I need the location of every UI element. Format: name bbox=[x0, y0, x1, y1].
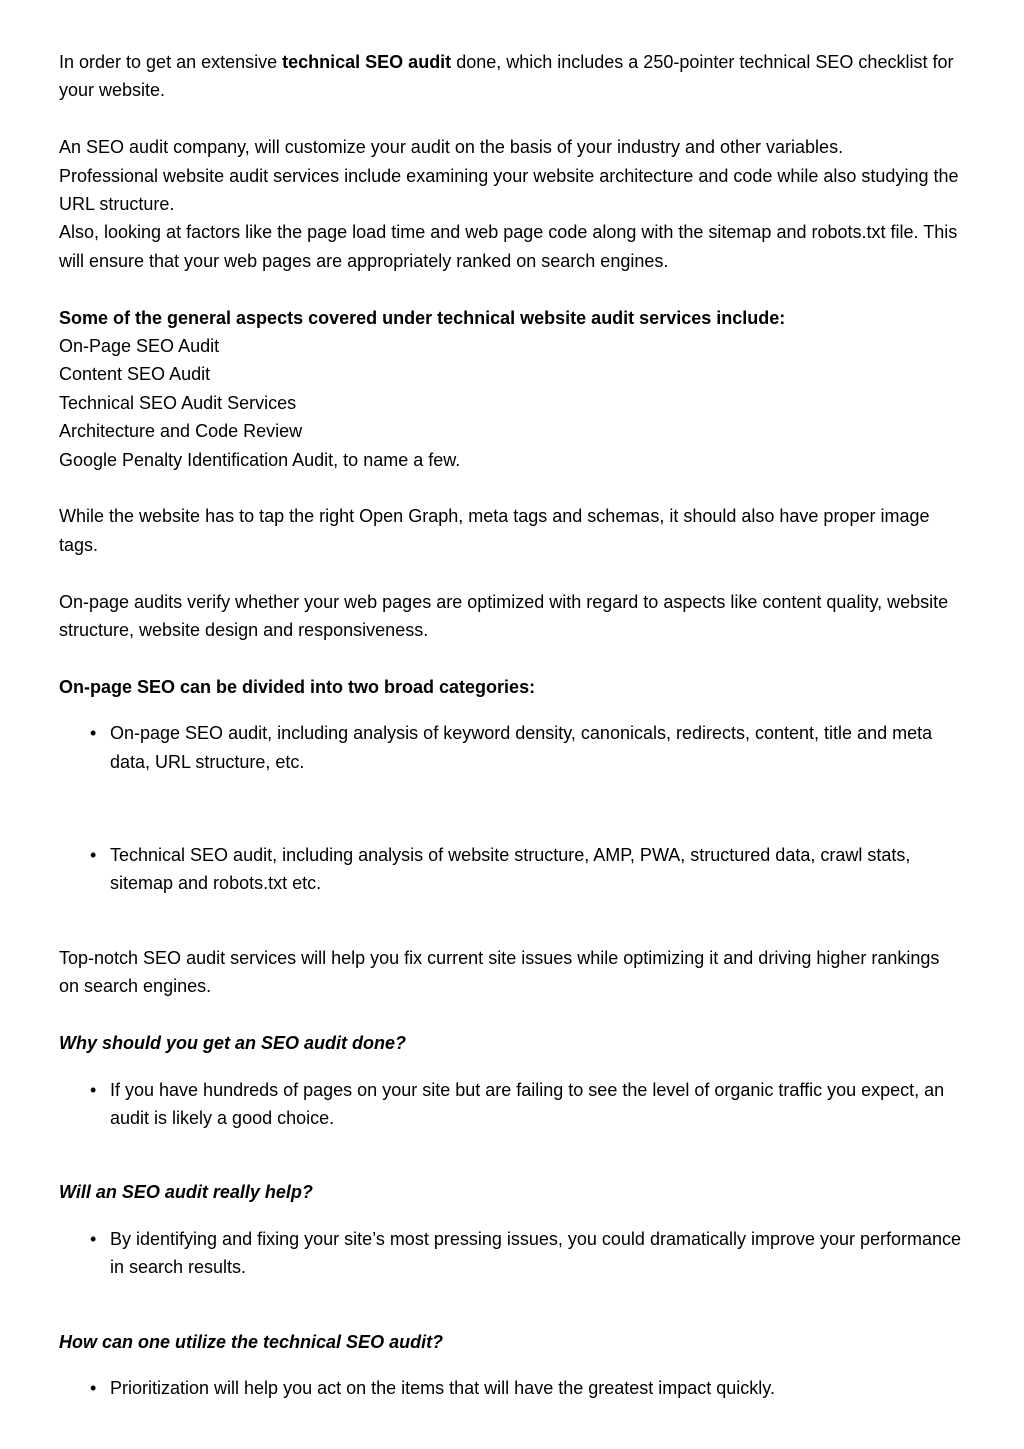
faq-question-help: Will an SEO audit really help? bbox=[59, 1182, 313, 1203]
faq-question-utilize: How can one utilize the technical SEO audit? bbox=[59, 1331, 444, 1352]
categories-list bbox=[59, 719, 964, 776]
faq-answer-list-why bbox=[59, 1076, 964, 1133]
faq-answer-list-utilize bbox=[59, 1374, 964, 1402]
faq-answer: • By identifying and fixing your site’s most pressing issues, you could dramatically improve your performance in search results. bbox=[59, 1225, 964, 1282]
category-item: • Technical SEO audit, including analysis of website structure, AMP, PWA, structured data, crawl stats, sitemap and robots.txt etc. bbox=[59, 841, 964, 898]
intro-strong-text: technical SEO audit bbox=[282, 52, 452, 72]
category-item: • On-page SEO audit, including analysis of keyword density, canonicals, redirects, content, title and meta data, URL structure, etc. bbox=[59, 719, 964, 776]
factors-paragraph: Also, looking at factors like the page load time and web page code along with the sitemap and robots.txt file. This will ensure that your web pages are appropriately ranked on search engines. bbox=[59, 222, 958, 271]
intro-paragraph bbox=[59, 48, 964, 105]
open-graph-paragraph: While the website has to tap the right Open Graph, meta tags and schemas, it should also have proper image tags. bbox=[59, 506, 930, 555]
categories-list-continued bbox=[59, 841, 964, 898]
faq-question-why: Why should you get an SEO audit done? bbox=[59, 1033, 407, 1054]
professional-services-paragraph: Professional website audit services include examining your website architecture and code while also studying the URL structure. bbox=[59, 165, 959, 215]
aspect-item: Technical SEO Audit Services bbox=[59, 392, 297, 413]
custom-audit-paragraph: An SEO audit company, will customize your audit on the basis of your industry and other variables. bbox=[59, 137, 844, 158]
aspect-item: On-Page SEO Audit bbox=[59, 336, 220, 357]
intro-text-before: In order to get an extensive bbox=[59, 52, 283, 72]
aspect-item: Google Penalty Identification Audit, to name a few. bbox=[59, 449, 461, 470]
document-body bbox=[59, 48, 964, 1402]
faq-answer: • If you have hundreds of pages on your site but are failing to see the level of organic traffic you expect, an audit is likely a good choice. bbox=[59, 1076, 964, 1133]
categories-heading: On-page SEO can be divided into two broad categories: bbox=[59, 676, 536, 697]
intro-text-after: done, which includes a 250-pointer technical SEO checklist for your website. bbox=[59, 52, 954, 101]
aspects-list bbox=[59, 332, 964, 474]
aspects-heading: Some of the general aspects covered under technical website audit services include: bbox=[59, 307, 786, 328]
aspect-item: Architecture and Code Review bbox=[59, 421, 303, 442]
faq-answer: • Prioritization will help you act on the items that will have the greatest impact quickly. bbox=[59, 1374, 964, 1402]
aspect-item: Content SEO Audit bbox=[59, 364, 211, 385]
faq-answer-list-help bbox=[59, 1225, 964, 1282]
on-page-audits-paragraph: On-page audits verify whether your web pages are optimized with regard to aspects like content quality, website structure, website design and responsiveness. bbox=[59, 591, 949, 641]
top-notch-paragraph: Top-notch SEO audit services will help you fix current site issues while optimizing it and driving higher rankings on search engines. bbox=[59, 947, 940, 997]
